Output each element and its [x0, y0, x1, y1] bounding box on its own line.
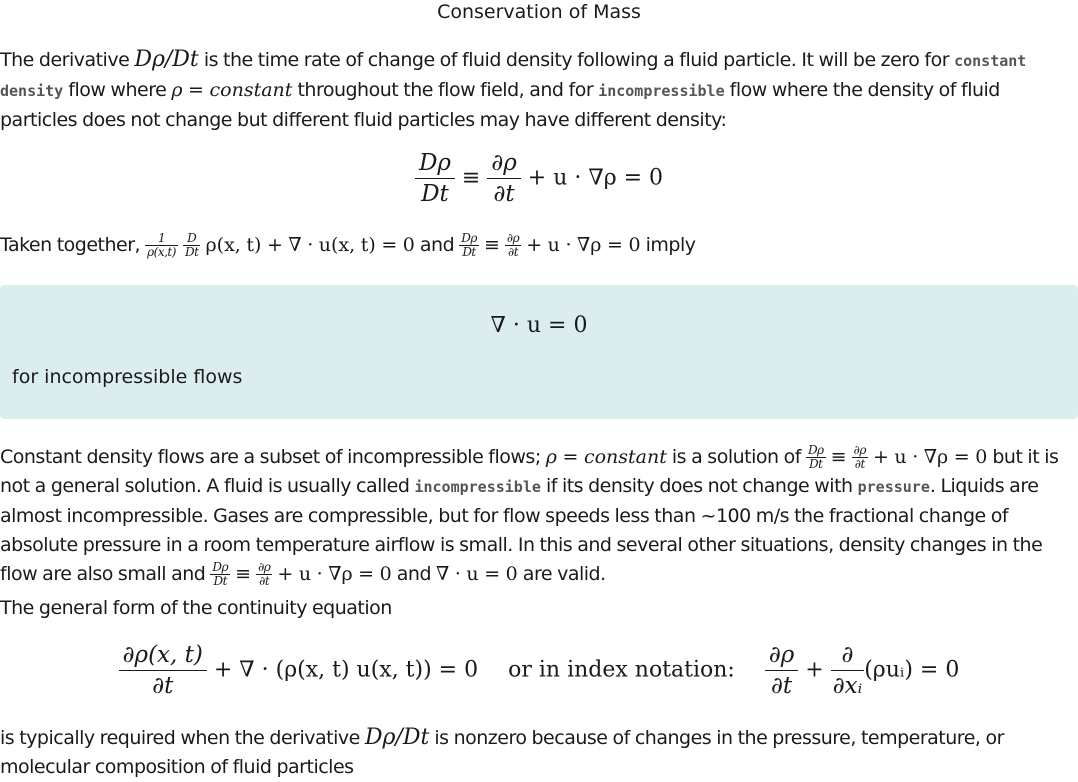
fraction: $\frac{\partial\rho}{\partial t}$	[853, 443, 866, 471]
fraction: $\frac{D\rho}{Dt}$	[461, 231, 477, 259]
math-inline: ρ = constant	[171, 79, 293, 101]
paragraph-constant-density	[0, 443, 1075, 589]
text: Constant density flows are a subset of incompressible flows;	[0, 446, 546, 468]
text: and	[391, 563, 437, 585]
text: The derivative	[0, 49, 135, 71]
equation-connector: or in index notation:	[508, 657, 735, 683]
fraction: $\frac{\partial\rho(x, t)}{\partial t}$	[119, 640, 207, 701]
equiv-symbol: ≡	[235, 563, 252, 585]
code-term-constant-density: constant density	[0, 52, 1027, 100]
text: flow where	[63, 79, 172, 101]
paragraph-general-form: The general form of the continuity equation	[0, 597, 392, 619]
math-inline: Dρ/Dt	[134, 47, 199, 72]
plus-symbol: +	[805, 657, 824, 683]
code-term-pressure: pressure	[857, 478, 930, 496]
equation-divergence-free: ∇ · u = 0	[490, 313, 588, 338]
math-inline: ∇ · u = 0	[436, 563, 518, 585]
text: are valid.	[517, 563, 606, 585]
text: throughout the flow field, and for	[292, 79, 599, 101]
paragraph-taken-together	[0, 228, 1075, 262]
fraction: $\frac{D\rho}{Dt}$	[212, 560, 229, 588]
text: is nonzero because of changes in the pressure, temperature, or molecular composition of fluid particles	[0, 727, 1004, 778]
text: Taken together,	[0, 234, 146, 256]
text: flow where the density of fluid particles does not change but different fluid particles may have different density:	[0, 79, 1000, 131]
fraction: $\frac{D\rho}{Dt}$	[807, 443, 824, 471]
math-inline: Dρ/Dt	[364, 725, 430, 750]
equation-material-derivative	[0, 148, 1078, 209]
fraction: $\frac{\partial\rho}{\partial t}$	[765, 640, 798, 701]
text: is typically required when the derivative	[0, 727, 365, 749]
equiv-symbol: ≡	[461, 165, 481, 191]
equation-tail: + ∇ · (ρ(x, t) u(x, t)) = 0	[213, 657, 479, 683]
equation-tail: + u · ∇ρ = 0	[527, 165, 664, 191]
text: and	[414, 234, 460, 256]
page-title: Conservation of Mass	[437, 1, 641, 23]
fraction: $\frac{D\rho}{Dt}$	[415, 148, 455, 209]
code-term-incompressible: incompressible	[414, 478, 541, 496]
fraction: $\frac{\partial\rho}{\partial t}$	[258, 560, 271, 588]
equiv-symbol: ≡	[830, 446, 847, 468]
text: but it is not a general solution. A fluid is usually called	[0, 446, 1059, 497]
text: is a solution of	[666, 446, 806, 468]
fraction: $\frac{D}{Dt}$	[184, 231, 199, 259]
math-inline: + u · ∇ρ = 0	[872, 446, 988, 468]
callout-caption: for incompressible flows	[12, 366, 243, 388]
equation-continuity	[0, 640, 1078, 701]
math-inline: + u · ∇ρ = 0	[526, 234, 641, 256]
equation-tail: (ρuᵢ) = 0	[864, 657, 960, 683]
math-inline: + u · ∇ρ = 0	[277, 563, 392, 585]
fraction: $\frac{1}{\rho(x,t)}$	[147, 231, 176, 259]
fraction: $\frac{\partial\rho}{\partial t}$	[506, 231, 520, 259]
fraction: $\frac{\partial}{\text{∂xᵢ}}$	[832, 642, 863, 699]
callout-box	[0, 285, 1078, 419]
text: . Liquids are almost incompressible. Gases are compressible, but for flow speeds less than ~100 m/s the fractional change of absolute pressure in a room temperature airflow is small. In this and several other situations, density changes in the flow are also small and	[0, 475, 1043, 585]
math-inline: ρ(x, t) + ∇ · u(x, t) = 0	[205, 234, 415, 256]
math-inline: ρ = constant	[545, 446, 667, 468]
text: if its density does not change with	[540, 475, 858, 497]
code-term-incompressible: incompressible	[598, 82, 725, 100]
text: is the time rate of change of fluid density following a fluid particle. It will be zero for	[198, 49, 955, 71]
equiv-symbol: ≡	[483, 234, 500, 256]
text: imply	[640, 234, 696, 256]
paragraph-closing	[0, 723, 1075, 782]
fraction: $\frac{\partial\rho}{\partial t}$	[487, 148, 520, 209]
paragraph-intro	[0, 45, 1075, 135]
